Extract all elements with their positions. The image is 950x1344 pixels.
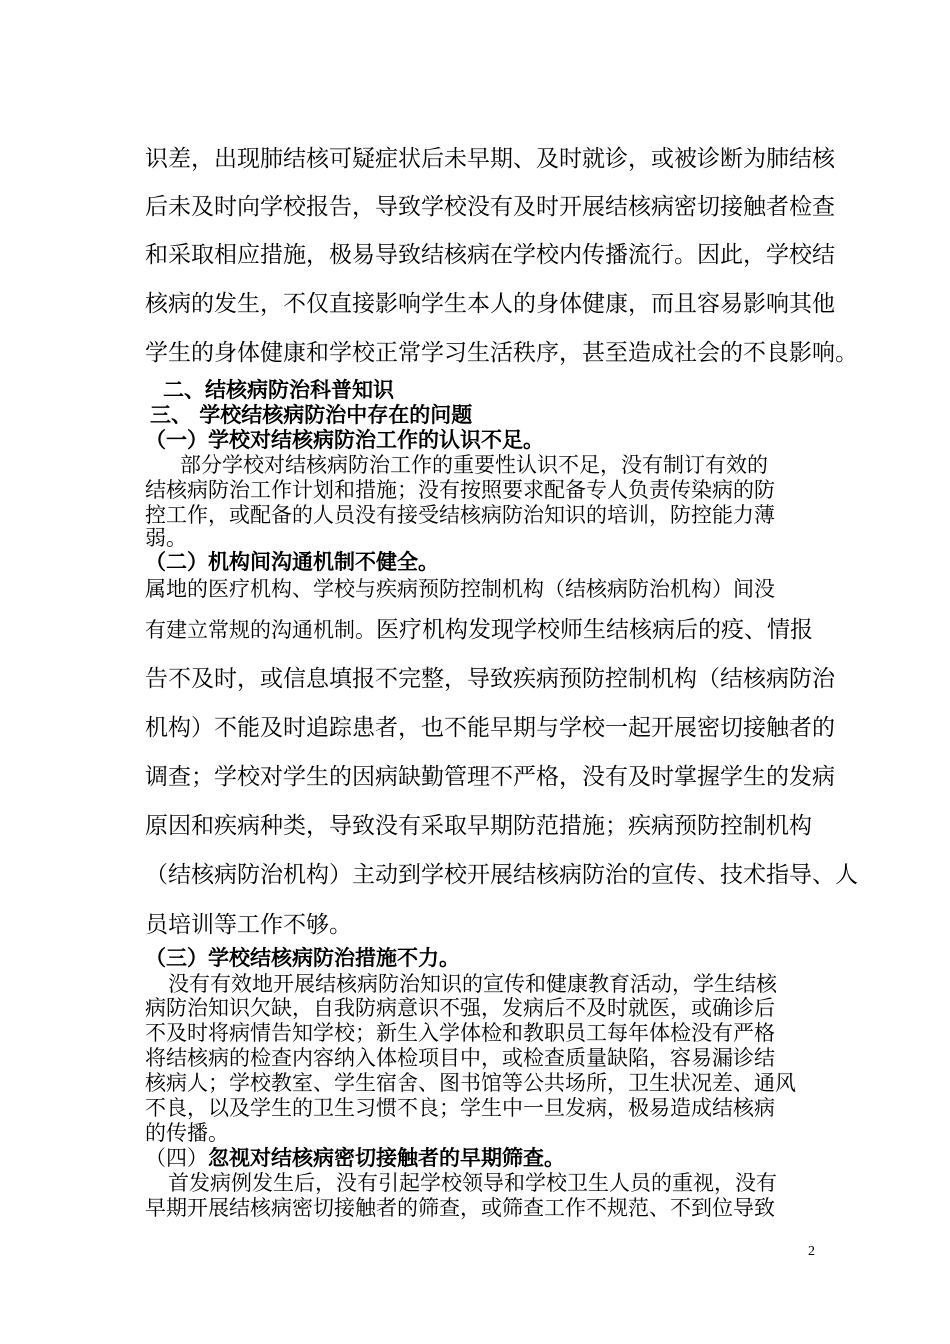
body-line: 机构）不能及时追踪患者，也不能早期与学校一起开展密切接触者的 [145,715,835,741]
body-line: 和采取相应措施，极易导致结核病在学校内传播流行。因此，学校结 [145,242,835,268]
body-line: 首发病例发生后，没有引起学校领导和学校卫生人员的重视，没有 [168,1171,777,1195]
body-line: 属地的医疗机构、学校与疾病预防控制机构（结核病防治机构）间没 [145,577,775,601]
body-line: 结核病防治工作计划和措施；没有按照要求配备专人负责传染病的防 [145,478,775,502]
subsection-title-2: （二）机构间沟通机制不健全。 [145,549,439,574]
body-line: （结核病防治机构）主动到学校开展结核病防治的宣传、技术指导、人 [145,862,858,888]
body-line: 学生的身体健康和学校正常学习生活秩序，甚至造成社会的不良影响。 [145,340,858,366]
body-line: 弱。 [145,526,187,550]
subsection-title-text: 忽视对结核病密切接触者的早期筛查。 [208,1145,565,1170]
body-line: 不良，以及学生的卫生习惯不良；学生中一旦发病，极易造成结核病 [145,1096,775,1120]
body-line: 部分学校对结核病防治工作的重要性认识不足，没有制订有效的 [180,453,768,477]
subsection-prefix: （四） [145,1146,208,1170]
body-line: 员培训等工作不够。 [145,912,352,938]
body-line: 没有有效地开展结核病防治知识的宣传和健康教育活动，学生结核 [168,972,777,996]
section-heading-3: 三、 学校结核病防治中存在的问题 [150,402,473,427]
body-line: 的传播。 [145,1121,229,1145]
body-line: 告不及时，或信息填报不完整，导致疾病预防控制机构（结核病防治 [145,666,835,692]
body-line: 原因和疾病种类，导致没有采取早期防范措施；疾病预防控制机构 [145,813,812,839]
body-line: 将结核病的检查内容纳入体检项目中，或检查质量缺陷，容易漏诊结 [145,1046,775,1070]
body-line: 病防治知识欠缺，自我防病意识不强，发病后不及时就医，或确诊后 [145,996,775,1020]
page-number: 2 [808,1244,815,1259]
body-text: 有建立常规的沟通机制。 [145,618,376,642]
section-heading-2: 二、结核病防治科普知识 [163,377,394,402]
subsection-title-1: （一）学校对结核病防治工作的认识不足。 [145,427,544,452]
body-line: 不及时将病情告知学校；新生入学体检和教职员工每年体检没有严格 [145,1021,775,1045]
body-line: 控工作，或配备的人员没有接受结核病防治知识的培训，防控能力薄 [145,503,775,527]
body-line: 核病人；学校教室、学生宿舍、图书馆等公共场所，卫生状况差、通风 [145,1071,796,1095]
body-text: 医疗机构发现学校师生结核病后的疫、情报 [376,617,813,643]
body-line: 核病的发生，不仅直接影响学生本人的身体健康，而且容易影响其他 [145,291,835,317]
body-line: 早期开展结核病密切接触者的筛查，或筛查工作不规范、不到位导致 [145,1196,775,1220]
body-line: 调查；学校对学生的因病缺勤管理不严格，没有及时掌握学生的发病 [145,764,835,790]
subsection-title-3: （三）学校结核病防治措施不力。 [145,945,460,970]
body-line: 识差，出现肺结核可疑症状后未早期、及时就诊，或被诊断为肺结核 [145,146,835,172]
body-line: 后未及时向学校报告，导致学校没有及时开展结核病密切接触者检查 [145,194,835,220]
body-line-mixed [145,611,813,644]
